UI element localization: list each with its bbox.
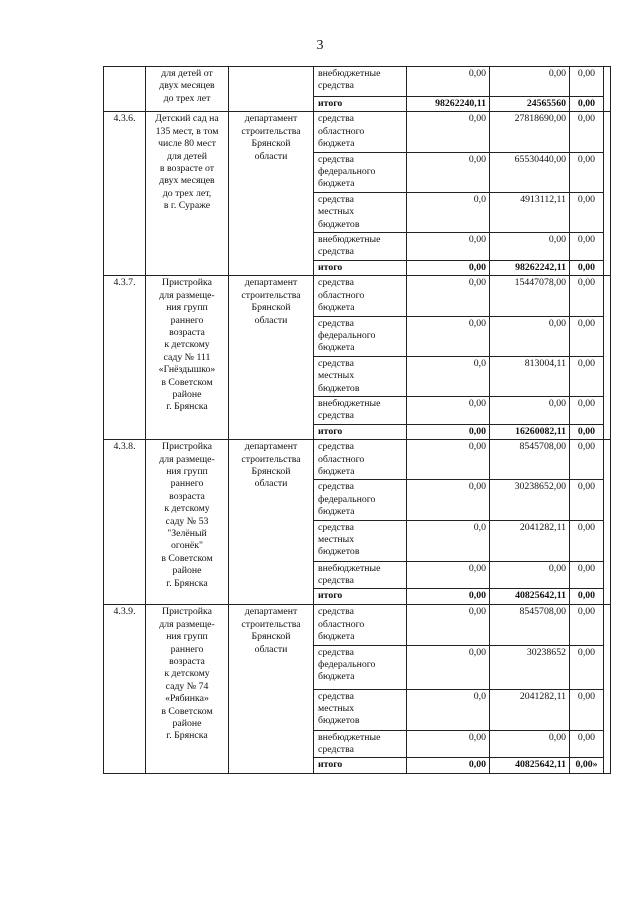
item-name-line: 135 мест, в том: [155, 125, 219, 137]
funding-source: [314, 396, 407, 424]
funding-source-line: итого: [318, 759, 343, 771]
value-col1: 0,00: [407, 233, 490, 261]
item-number: 4.3.7.: [104, 276, 146, 440]
executor-line: Брянской: [251, 138, 291, 150]
funding-source-line: федерального: [318, 166, 376, 178]
funding-source: [314, 192, 407, 232]
funding-source-line: бюджета: [318, 178, 355, 190]
funding-source: [314, 424, 407, 439]
value-col3: 0,00: [570, 589, 604, 605]
value-col2: 0,00: [490, 730, 570, 758]
value-col1: 0,0: [407, 192, 490, 232]
item-name-line: саду № 53: [165, 515, 209, 527]
item-name-line: Детский сад на: [155, 113, 219, 125]
value-col3: 0,00: [570, 730, 604, 758]
value-col1: 0,00: [407, 730, 490, 758]
funding-source-line: итого: [318, 98, 343, 109]
value-col2: 30238652,00: [490, 480, 570, 520]
funding-source-line: средства: [318, 606, 354, 618]
value-col2: 2041282,11: [490, 520, 570, 561]
funding-source: [314, 605, 407, 645]
item-name-line: ния групп: [166, 302, 208, 314]
executor-line: департамент: [244, 113, 298, 125]
item-name-line: к детскому: [164, 503, 210, 515]
funding-source-line: местных: [318, 534, 355, 545]
funding-source-line: средства: [318, 357, 354, 369]
funding-source-line: внебюджетные: [318, 731, 381, 743]
item-name-line: в возрасте от: [159, 163, 215, 175]
item-name-line: в г. Сураже: [163, 200, 211, 212]
value-col3: 0,00: [570, 396, 604, 424]
funding-source-line: итого: [318, 425, 343, 437]
item-number: [104, 67, 146, 112]
value-col1: 0,00: [407, 396, 490, 424]
value-col1: 0,0: [407, 689, 490, 730]
item-number: 4.3.6.: [104, 112, 146, 276]
funding-source-line: средства: [318, 153, 354, 165]
executor: [229, 605, 314, 774]
item-number: 4.3.8.: [104, 440, 146, 605]
executor-line: департамент: [244, 441, 298, 453]
value-col2: 4913112,11: [490, 192, 570, 232]
item-name-line: числе 80 мест: [158, 138, 216, 150]
value-col2: 0,00: [490, 561, 570, 589]
executor: [229, 440, 314, 605]
item-name-line: районе: [172, 718, 202, 730]
value-col1: 0,00: [407, 480, 490, 520]
value-col2: 813004,11: [490, 356, 570, 396]
funding-source-line: средства: [318, 246, 354, 258]
value-col2: 98262242,11: [490, 260, 570, 275]
value-col3: 0,00: [570, 67, 604, 97]
item-name-line: районе: [172, 565, 202, 577]
item-name-line: саду № 111: [163, 351, 211, 363]
funding-source: [314, 480, 407, 520]
value-col3: 0,00: [570, 440, 604, 480]
value-col2: 15447078,00: [490, 276, 570, 316]
value-col3: 0,00: [570, 192, 604, 232]
executor-line: области: [254, 478, 288, 490]
item-name-line: саду № 74: [165, 680, 209, 692]
item-name-line: для размеще-: [159, 289, 215, 301]
item-name: [146, 605, 229, 774]
executor-line: строительства: [241, 618, 301, 630]
funding-source-line: внебюджетные: [318, 397, 381, 409]
executor-line: Брянской: [251, 302, 291, 314]
item-name-line: "Зелёный: [167, 528, 207, 539]
value-col2: 30238652: [490, 645, 570, 689]
funding-source-line: средства: [318, 317, 354, 329]
page-number: 3: [316, 38, 324, 53]
value-col3: 0,00: [570, 689, 604, 730]
blank-column: [604, 440, 611, 605]
value-col3: 0,00: [570, 605, 604, 645]
value-col2: 2041282,11: [490, 689, 570, 730]
funding-source: [314, 276, 407, 316]
funding-source-line: внебюджетные: [318, 68, 381, 79]
item-name-line: возраста: [169, 326, 205, 338]
value-col1: 0,00: [407, 605, 490, 645]
value-col2: 0,00: [490, 233, 570, 261]
value-col2: 0,00: [490, 396, 570, 424]
funding-source-line: средства: [318, 690, 354, 702]
executor-line: строительства: [241, 289, 301, 301]
funding-source-line: средства: [318, 441, 354, 453]
funding-source-line: федерального: [318, 329, 376, 341]
item-name-line: районе: [172, 388, 202, 400]
funding-source-line: внебюджетные: [318, 234, 381, 246]
item-name-line: «Рябинка»: [165, 693, 209, 705]
funding-source-line: бюджета: [318, 302, 355, 314]
item-name-line: для детей: [166, 150, 208, 162]
value-col1: 0,00: [407, 112, 490, 152]
item-name-line: г. Брянска: [166, 577, 208, 589]
funding-source-line: бюджетов: [318, 382, 360, 394]
value-col1: 0,00: [407, 67, 490, 97]
funding-source: [314, 67, 407, 97]
value-col1: 0,00: [407, 152, 490, 192]
table-row: [104, 67, 611, 97]
item-name-line: огонёк": [171, 540, 203, 552]
item-name-line: ния групп: [166, 465, 208, 477]
value-col2: 16260082,11: [490, 424, 570, 439]
item-name-line: двух месяцев: [159, 175, 215, 187]
funding-source-line: бюджета: [318, 342, 355, 354]
funding-source: [314, 233, 407, 261]
item-name-line: г. Брянска: [166, 730, 208, 742]
funding-source: [314, 645, 407, 689]
value-col3: 0,00: [570, 316, 604, 356]
funding-source-line: средства: [318, 646, 354, 658]
funding-source: [314, 152, 407, 192]
item-name-line: г. Брянска: [166, 401, 208, 413]
funding-table: [103, 66, 611, 774]
funding-source-line: областного: [318, 453, 365, 465]
item-name-line: Пристройка: [162, 277, 212, 289]
value-col1: 0,00: [407, 316, 490, 356]
funding-source-line: местных: [318, 370, 355, 382]
funding-source-line: средства: [318, 277, 354, 289]
item-name-line: к детскому: [164, 339, 210, 351]
funding-source-line: итого: [318, 261, 343, 273]
item-name-line: для детей от: [161, 68, 213, 79]
value-col3: 0,00: [570, 356, 604, 396]
funding-source: [314, 730, 407, 758]
item-name: [146, 440, 229, 605]
funding-source-line: бюджета: [318, 631, 355, 643]
value-col1: 0,00: [407, 424, 490, 439]
funding-source-line: областного: [318, 289, 365, 301]
funding-source-line: средства: [318, 80, 354, 92]
value-col2: 27818690,00: [490, 112, 570, 152]
item-name-line: двух месяцев: [159, 80, 215, 92]
funding-source-line: местных: [318, 703, 355, 715]
funding-source-line: бюджета: [318, 138, 355, 150]
funding-source: [314, 356, 407, 396]
blank-column: [604, 276, 611, 440]
funding-source-line: федерального: [318, 659, 376, 671]
value-col1: 0,00: [407, 589, 490, 605]
value-col1: 0,00: [407, 276, 490, 316]
value-col1: 0,00: [407, 440, 490, 480]
funding-source-line: итого: [318, 590, 343, 602]
funding-source-line: средства: [318, 481, 354, 493]
value-col1: 0,00: [407, 645, 490, 689]
item-name-line: возраста: [169, 490, 205, 502]
item-name-line: до трех лет,: [162, 187, 212, 199]
value-col3: 0,00: [570, 645, 604, 689]
value-col1: 98262240,11: [407, 97, 490, 112]
item-name-line: в Советском: [161, 376, 213, 388]
funding-source: [314, 520, 407, 561]
item-name-line: к детскому: [164, 668, 210, 680]
blank-column: [604, 112, 611, 276]
funding-source-line: областного: [318, 125, 365, 137]
table-row: [104, 440, 611, 480]
value-col1: 0,0: [407, 520, 490, 561]
funding-source-line: средства: [318, 575, 354, 586]
value-col3: 0,00: [570, 97, 604, 112]
executor: [229, 276, 314, 440]
funding-source: [314, 589, 407, 605]
value-col2: 8545708,00: [490, 440, 570, 480]
item-name-line: для размеще-: [159, 453, 215, 465]
blank-column: [604, 605, 611, 774]
funding-source-line: бюджетов: [318, 715, 360, 727]
funding-source-line: средства: [318, 113, 354, 125]
value-col3: 0,00: [570, 520, 604, 561]
funding-source-line: бюджета: [318, 506, 355, 518]
item-name-line: до трех лет: [163, 92, 211, 104]
item-name-line: возраста: [169, 656, 205, 668]
table-row: [104, 276, 611, 316]
funding-source-line: бюджета: [318, 671, 355, 683]
funding-source-line: внебюджетные: [318, 562, 381, 574]
value-col3: 0,00»: [570, 758, 604, 774]
executor-line: строительства: [241, 125, 301, 137]
item-name-line: для размеще-: [159, 618, 215, 630]
funding-source-line: средства: [318, 410, 354, 422]
item-number: 4.3.9.: [104, 605, 146, 774]
funding-source: [314, 97, 407, 112]
executor-line: строительства: [241, 453, 301, 465]
executor: [229, 112, 314, 276]
funding-source: [314, 440, 407, 480]
executor-line: области: [254, 150, 288, 162]
value-col3: 0,00: [570, 233, 604, 261]
item-name-line: в Советском: [161, 705, 213, 717]
executor-line: департамент: [244, 277, 298, 289]
funding-source-line: бюджетов: [318, 218, 360, 230]
value-col1: 0,0: [407, 356, 490, 396]
item-name-line: раннего: [170, 478, 204, 490]
item-name-line: раннего: [170, 314, 204, 326]
executor-line: области: [254, 643, 288, 655]
item-name-line: ния групп: [166, 631, 208, 643]
funding-source: [314, 112, 407, 152]
item-name-line: «Гнёздышко»: [158, 364, 216, 376]
table-row: [104, 605, 611, 645]
funding-source-line: областного: [318, 618, 365, 630]
value-col3: 0,00: [570, 112, 604, 152]
value-col3: 0,00: [570, 152, 604, 192]
funding-source: [314, 316, 407, 356]
value-col2: 0,00: [490, 67, 570, 97]
funding-source-line: бюджета: [318, 465, 355, 477]
value-col2: 65530440,00: [490, 152, 570, 192]
executor: [229, 67, 314, 112]
executor-line: области: [254, 314, 288, 326]
funding-source: [314, 260, 407, 275]
funding-source-line: средства: [318, 744, 354, 756]
executor-line: Брянской: [251, 631, 291, 643]
value-col1: 0,00: [407, 260, 490, 275]
table-row: [104, 112, 611, 152]
item-name: [146, 67, 229, 112]
item-name: [146, 276, 229, 440]
value-col2: 8545708,00: [490, 605, 570, 645]
funding-source-line: местных: [318, 206, 355, 218]
value-col2: 24565560: [490, 97, 570, 112]
value-col1: 0,00: [407, 561, 490, 589]
value-col3: 0,00: [570, 260, 604, 275]
funding-source: [314, 689, 407, 730]
funding-source-line: средства: [318, 193, 354, 205]
item-name-line: Пристройка: [162, 441, 212, 453]
value-col3: 0,00: [570, 561, 604, 589]
executor-line: Брянской: [251, 465, 291, 477]
funding-source-line: бюджетов: [318, 546, 360, 558]
value-col3: 0,00: [570, 424, 604, 439]
value-col2: 0,00: [490, 316, 570, 356]
value-col2: 40825642,11: [490, 589, 570, 605]
item-name: [146, 112, 229, 276]
value-col2: 40825642,11: [490, 758, 570, 774]
item-name-line: Пристройка: [162, 606, 212, 618]
funding-source-line: федерального: [318, 493, 376, 505]
executor-line: департамент: [244, 606, 298, 618]
funding-source-line: средства: [318, 521, 354, 533]
item-name-line: в Советском: [161, 552, 213, 564]
value-col1: 0,00: [407, 758, 490, 774]
value-col3: 0,00: [570, 276, 604, 316]
item-name-line: раннего: [170, 643, 204, 655]
funding-source: [314, 561, 407, 589]
funding-source: [314, 758, 407, 774]
value-col3: 0,00: [570, 480, 604, 520]
blank-column: [604, 67, 611, 112]
